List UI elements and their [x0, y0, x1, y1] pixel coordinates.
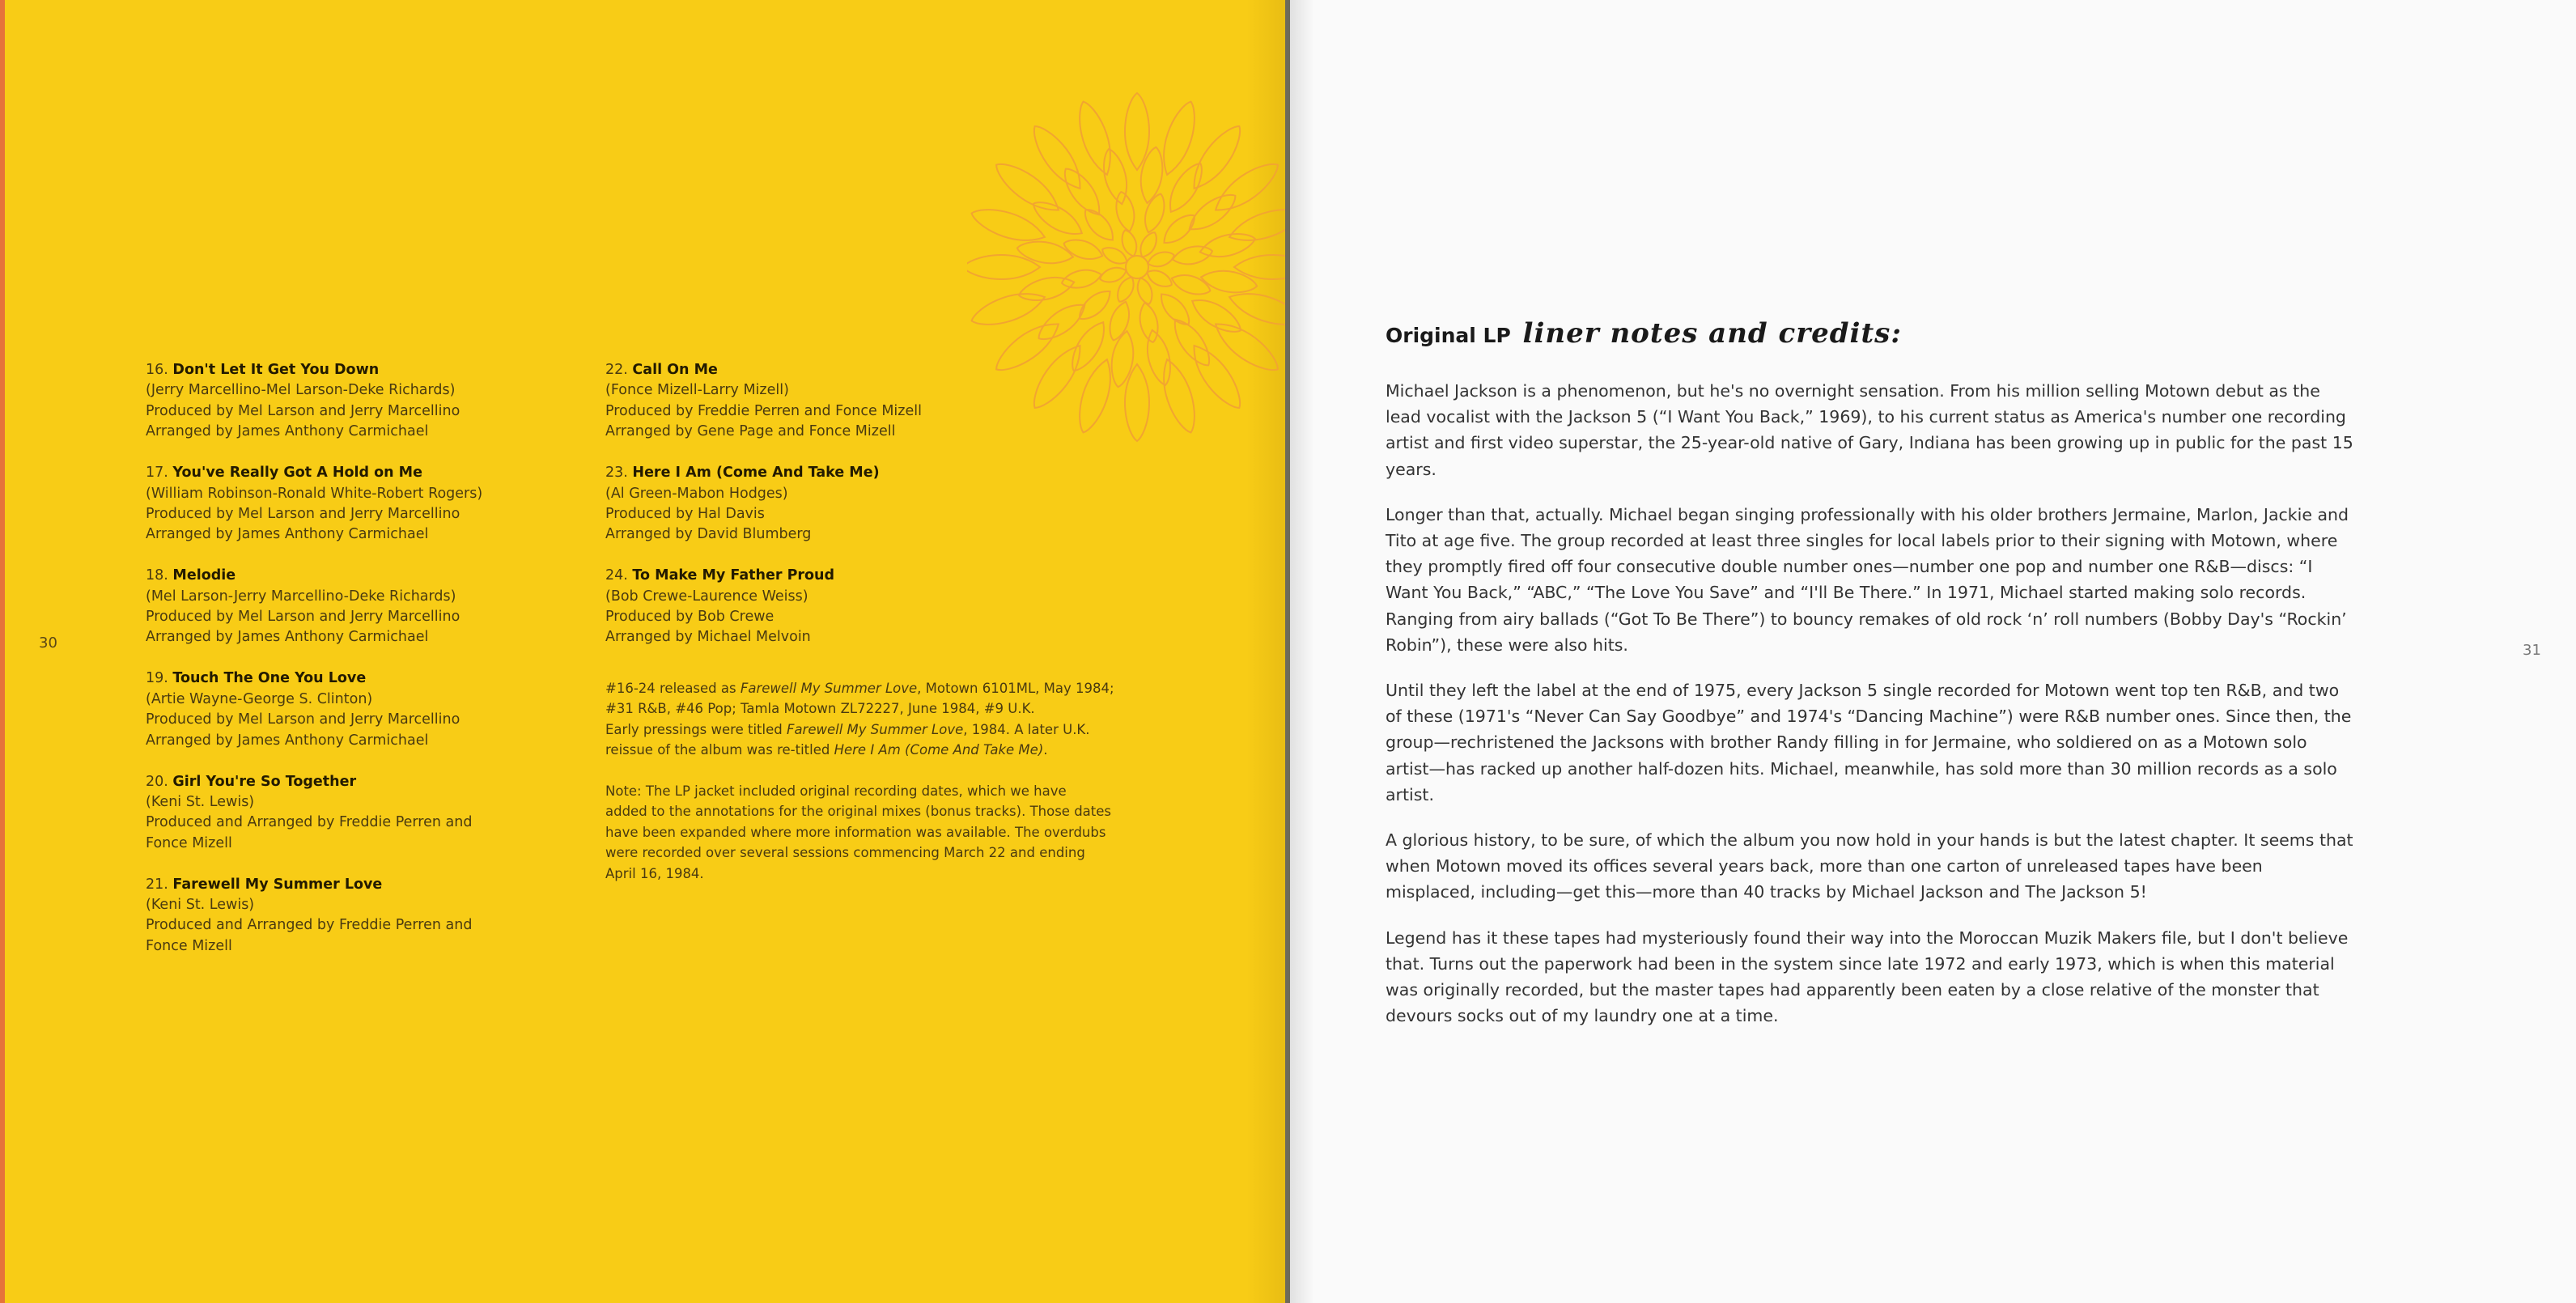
track-number: 20.	[146, 773, 168, 790]
track-producer: Produced by Bob Crewe	[605, 609, 774, 626]
track-producer: Produced by Mel Larson and Jerry Marcellino	[146, 609, 460, 626]
track-number: 23.	[605, 465, 628, 482]
track-list-column-1	[146, 360, 502, 978]
flower-petal	[1072, 98, 1118, 179]
track-writers: (Mel Larson-Jerry Marcellino-Deke Richards)	[146, 588, 456, 605]
flower-petal	[1198, 229, 1258, 262]
track-arranger: Arranged by James Anthony Carmichael	[146, 732, 429, 749]
track-arranger: Arranged by Gene Page and Fonce Mizell	[605, 423, 896, 440]
track-writers: (William Robinson-Ronald White-Robert Rogers)	[146, 485, 483, 502]
track-producer: Produced by Mel Larson and Jerry Marcellino	[146, 505, 460, 522]
track-writers: (Fonce Mizell-Larry Mizell)	[605, 382, 789, 399]
flower-petal	[1156, 355, 1203, 436]
track-entry	[146, 772, 502, 855]
track-writers: (Keni St. Lewis)	[146, 793, 255, 810]
track-writers: (Jerry Marcellino-Mel Larson-Deke Richards)	[146, 382, 456, 399]
flower-center	[1126, 256, 1148, 278]
paragraph: Legend has it these tapes had mysteriously found their way into the Moroccan Muzik Makers file, but I don't believe that. Turns out the paperwork had been in the system since late 1972 and early 1973, which is when this material was originally recorded, but the master tapes had apparently been eaten by a close relative of the monster that devours socks out of my laundry one at a time.	[1386, 927, 2349, 1026]
section-heading	[1386, 317, 1902, 350]
flower-petal	[1183, 188, 1241, 238]
paragraph: Until they left the label at the end of 1975, every Jackson 5 single recorded for Motown went top ten R&B, and two of these (1971's “Never Can Say Goodbye” and 1974's “Dancing Machine”) were R&B number ones. Since then, the group—rechristened the Jacksons with brother Randy filling in for Jermaine, who soldiered on as a Motown solo artist—has racked up another half-dozen hits. Michael, meanwhile, has sold more than 30 million records as a solo artist.	[1386, 681, 2352, 804]
track-title: Farewell My Summer Love	[172, 876, 383, 893]
track-list-column-2	[605, 360, 1156, 904]
track-number: 16.	[146, 362, 168, 378]
track-producer: Produced by Mel Larson and Jerry Marcellino	[146, 711, 460, 728]
track-title: Girl You're So Together	[172, 773, 357, 790]
track-writers: (Artie Wayne-George S. Clinton)	[146, 690, 373, 707]
release-info: #16-24 released as Farewell My Summer Love, Motown 6101ML, May 1984; #31 R&B, #46 Pop; Tamla Motown ZL72227, June 1984, #9 U.K. Early pressings were titled Farewell My Summer Love, 1984. A later U.K. reissue of the album was re-titled Here I Am (Come And Take Me).	[605, 680, 1114, 758]
track-credits-cont: Fonce Mizell	[146, 937, 232, 954]
track-arranger: Arranged by David Blumberg	[605, 526, 812, 543]
track-entry	[605, 463, 1156, 545]
liner-notes-body	[1386, 378, 2353, 1048]
track-entry	[146, 875, 502, 957]
track-title: Melodie	[172, 567, 236, 584]
track-writers: (Keni St. Lewis)	[146, 897, 255, 914]
flower-petal	[968, 286, 1049, 333]
track-credits-cont: Fonce Mizell	[146, 834, 232, 851]
track-arranger: Arranged by James Anthony Carmichael	[146, 629, 429, 646]
track-producer: Produced by Mel Larson and Jerry Marcellino	[146, 402, 460, 419]
track-entry	[146, 360, 502, 443]
track-writers: (Bob Crewe-Laurence Weiss)	[605, 588, 808, 605]
flower-petal	[1033, 297, 1091, 347]
track-credits: Produced and Arranged by Freddie Perren and	[146, 814, 473, 831]
track-number: 18.	[146, 567, 168, 584]
flower-petal	[1058, 163, 1108, 221]
flower-petal	[1016, 272, 1076, 305]
track-entry	[605, 566, 1156, 648]
track-title: Call On Me	[632, 362, 718, 378]
paragraph: Michael Jackson is a phenomenon, but he's no overnight sensation. From his million selling Motown debut as the lead vocalist with the Jackson 5 (“I Want You Back,” 1969), to his current status as America's number one recording artist and first video superstar, the 25-year-old native of Gary, Indiana has been growing up in public for the past 15 years.	[1386, 381, 2353, 479]
spine-shadow	[1290, 0, 1314, 1303]
track-number: 17.	[146, 465, 168, 482]
page-number: 31	[2523, 642, 2541, 659]
track-writers: (Al Green-Mabon Hodges)	[605, 485, 788, 502]
track-title: To Make My Father Proud	[632, 567, 835, 584]
track-credits: Produced and Arranged by Freddie Perren and	[146, 917, 473, 934]
flower-petal	[1099, 146, 1132, 206]
track-arranger: Arranged by Michael Melvoin	[605, 629, 811, 646]
heading-script: liner notes and credits:	[1522, 317, 1902, 350]
flower-petal	[1167, 313, 1217, 371]
track-number: 22.	[605, 362, 628, 378]
heading-plain: Original LP	[1386, 324, 1511, 347]
paragraph: Longer than that, actually. Michael began singing professionally with his older brothers Jermaine, Marlon, Jackie and Tito at age five. The group recorded at least three singles for local labels prior to their signing with Motown, where they promptly fired off four consecutive double number ones—number one pop and number one R&B—discs: “I Want You Back,” “ABC,” “The Love You Save” and “I'll Be There.” In 1971, Michael started making solo records. Ranging from airy ballads (“Got To Be There”) to bouncy remakes of old rock ‘n’ roll numbers (Bobby Day's “Rockin’ Robin”), these were also hits.	[1386, 504, 2349, 655]
track-number: 19.	[146, 670, 168, 687]
track-title: Touch The One You Love	[172, 670, 367, 687]
flower-petal	[1234, 255, 1285, 279]
track-entry	[146, 463, 502, 545]
track-entry	[605, 360, 1156, 443]
track-producer: Produced by Hal Davis	[605, 505, 765, 522]
page-number: 30	[39, 635, 57, 652]
recording-dates-note: Note: The LP jacket included original recording dates, which we have added to the annotations for the original mixes (bonus tracks). Those dates have been expanded where more information was available. The overdubs were recorded over several sessions commencing March 22 and ending April 16, 1984.	[605, 783, 1111, 881]
track-producer: Produced by Freddie Perren and Fonce Mizell	[605, 402, 922, 419]
track-title: Here I Am (Come And Take Me)	[632, 465, 880, 482]
track-title: You've Really Got A Hold on Me	[172, 465, 422, 482]
flower-petal	[1225, 202, 1285, 248]
track-number: 24.	[605, 567, 628, 584]
track-entry	[146, 566, 502, 648]
left-page	[0, 0, 1285, 1303]
track-entry	[146, 668, 502, 751]
paragraph: A glorious history, to be sure, of which the album you now hold in your hands is but the latest chapter. It seems that when Motown moved its offices several years back, more than one carton of unreleased tapes have been misplaced, including—get this—more than 40 tracks by Michael Jackson and The Jackson 5!	[1386, 830, 2353, 902]
track-arranger: Arranged by James Anthony Carmichael	[146, 526, 429, 543]
track-arranger: Arranged by James Anthony Carmichael	[146, 423, 429, 440]
release-notes	[605, 678, 1156, 884]
page-edge	[0, 0, 5, 1303]
track-title: Don't Let It Get You Down	[172, 362, 380, 378]
track-number: 21.	[146, 876, 168, 893]
